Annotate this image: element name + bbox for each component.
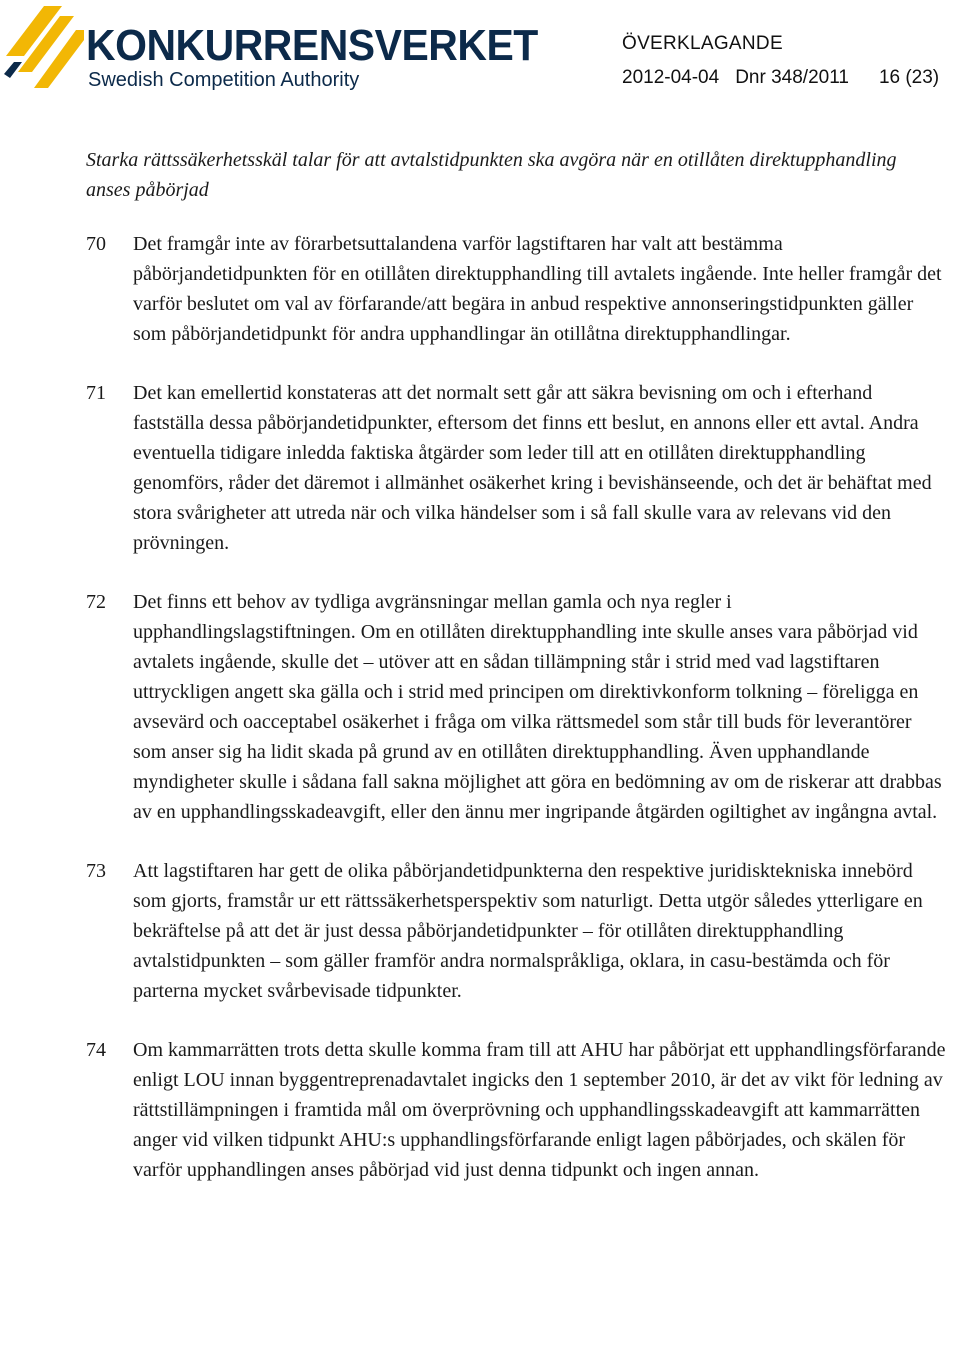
section-subheading: Starka rättssäkerhetsskäl talar för att avtalstidpunkten ska avgöra när en otillåten direktupphandling anses påbörjad (86, 149, 897, 201)
org-name: KONKURRENSVERKET (86, 21, 538, 70)
paragraph-text: Det kan emellertid konstateras att det normalt sett går att säkra bevisning om och i efterhand fastställa dessa påbörjandetidpunkter, eftersom det finns ett beslut, en annons eller ett avtal. Andra eventuella tidigare inledda faktiska åtgärder som leder till att en otillåten direktupphandling genomförs, råder det däremot i allmänhet osäkerhet kring i bevishänseende, och det är behäftat med stora svårigheter att utreda när och vilka händelser som i så fall skulle vara av relevans vid den prövningen. (133, 382, 932, 554)
page-header (0, 0, 960, 100)
case-number: Dnr 348/2011 (735, 67, 849, 88)
numbered-paragraph (86, 856, 948, 1006)
numbered-paragraph (86, 378, 948, 558)
paragraph-text: Att lagstiftaren har gett de olika påbörjandetidpunkterna den respektive juridisktekniska innebörd som gjorts, framstår ur ett rättssäkerhetsperspektiv som naturligt. Detta utgör således ytterligare en bekräftelse på att det är just dessa påbörjandetidpunkter – för otillåten direktupphandling avtalstidpunkten – som gäller framför andra normalspråkliga, oklara, in casu-bestämda och för parterna mycket svårbevisade tidpunkter. (133, 860, 923, 1002)
numbered-paragraph (86, 229, 948, 349)
paragraph-number: 71 (86, 382, 106, 404)
stripes-logo-icon (4, 4, 84, 94)
page-number: 16 (23) (878, 67, 940, 88)
paragraph-text: Om kammarrätten trots detta skulle komma fram till att AHU har påbörjat ett upphandlingsförfarande enligt LOU innan byggentreprenadavtalet ingicks den 1 september 2010, är det av vikt för ledning av rättstillämpningen i framtida mål om överprövning och upphandlingsskadeavgift att kammarrätten anger vid vilken tidpunkt AHU:s upphandlingsförfarande enligt lagen påbörjades, och skälen för varför upphandlingen anses påbörjad vid just denna tidpunkt och ingen annan. (133, 1039, 946, 1181)
numbered-paragraph (86, 587, 948, 827)
paragraph-number: 73 (86, 860, 106, 882)
document-meta (622, 67, 939, 89)
org-subtitle: Swedish Competition Authority (88, 69, 360, 91)
document-date: 2012-04-04 (622, 67, 720, 88)
document-body (86, 145, 948, 1214)
numbered-paragraph (86, 1035, 948, 1185)
paragraph-number: 70 (86, 233, 106, 255)
document-type: ÖVERKLAGANDE (622, 33, 783, 54)
org-logo (4, 4, 538, 94)
paragraph-number: 74 (86, 1039, 106, 1061)
paragraph-number: 72 (86, 591, 106, 613)
paragraph-text: Det finns ett behov av tydliga avgränsningar mellan gamla och nya regler i upphandlingslagstiftningen. Om en otillåten direktupphandling inte skulle anses vara påbörjad vid avtalets ingående, skulle det – utöver att en sådan tillämpning står i strid med vad lagstiftaren uttryckligen angett ska gälla och i strid med principen om direktivkonform tolkning – föreligga en avsevärd och oacceptabel osäkerhet i fråga om vilka rättsmedel som står till buds för leverantörer som anser sig ha lidit skada på grund av en otillåten direktupphandling. Även upphandlande myndigheter skulle i sådana fall sakna möjlighet att göra en bedömning av om de riskerar att drabbas av en upphandlingsskadeavgift, eller den ännu mer ingripande åtgärden ogiltighet av ingångna avtal. (133, 591, 942, 823)
paragraph-text: Det framgår inte av förarbetsuttalandena varför lagstiftaren har valt att bestämma påbörjandetidpunkten för en otillåten direktupphandling till avtalets ingående. Inte heller framgår det varför beslutet om val av förfarande/att begära in anbud respektive annonseringstidpunkten gäller som påbörjandetidpunkt för andra upphandlingar än otillåtna direktupphandlingar. (133, 233, 942, 345)
